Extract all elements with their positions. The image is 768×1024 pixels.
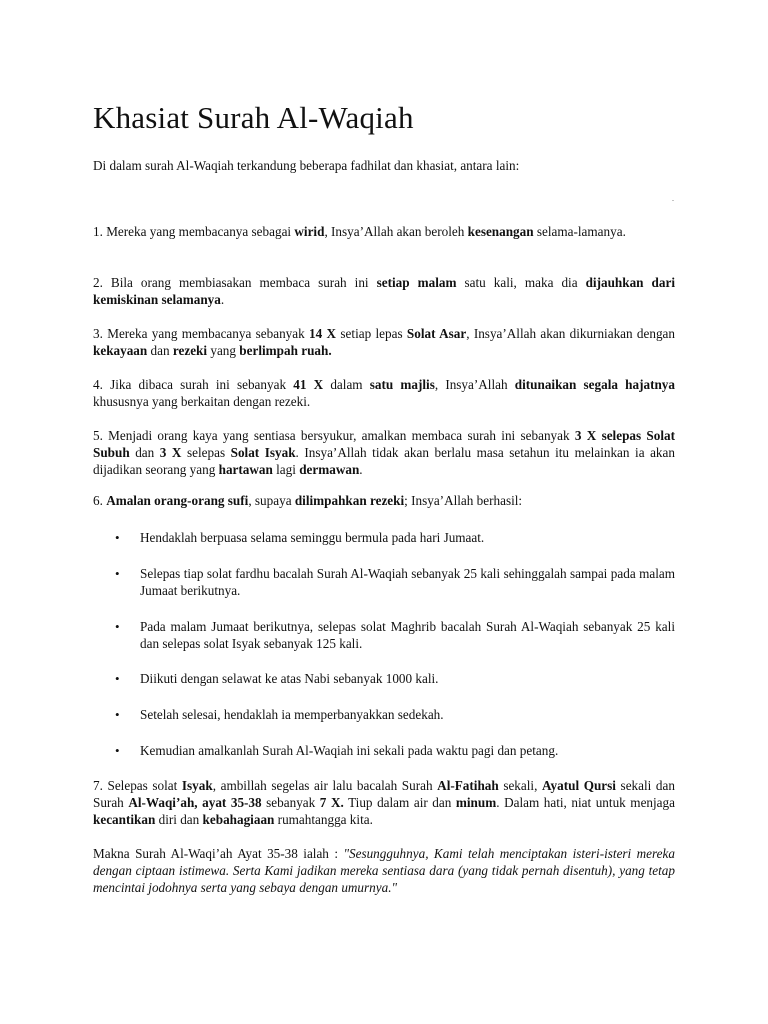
list-item-7	[93, 777, 675, 828]
text-run: lagi	[272, 462, 300, 477]
text-run: dan	[147, 343, 173, 358]
page-title: Khasiat Surah Al-Waqiah	[93, 100, 414, 135]
meaning-paragraph	[93, 845, 675, 896]
text-run: 3. Mereka yang membacanya sebanyak	[93, 326, 310, 341]
bold-text: satu majlis	[369, 377, 435, 392]
text-run: .	[220, 292, 225, 307]
bold-text: kecantikan	[93, 812, 156, 827]
text-run: , supaya	[248, 493, 295, 508]
text-run: selepas	[181, 445, 231, 460]
bold-text: ditunaikan segala hajatnya	[514, 377, 675, 392]
bold-text: 7 X.	[319, 795, 344, 810]
bullet-item	[115, 742, 675, 759]
meaning-quote: "Sesungguhnya, Kami telah menciptakan isteri-isteri mereka dengan ciptaan istimewa. Serta Kami jadikan mereka sentiasa dara (yang tidak pernah disentuh), yang tetap mencintai jodohnya serta yang sebaya dengan umurnya."	[93, 846, 675, 895]
text-run: Tiup dalam air dan	[343, 795, 456, 810]
bold-text: dijauhkan dari kemiskinan selamanya	[93, 275, 675, 307]
bullet-mark: •	[115, 707, 120, 722]
bullet-text: Hendaklah berpuasa selama seminggu bermula pada hari Jumaat.	[140, 530, 485, 545]
bold-text: kesenangan	[467, 224, 534, 239]
bold-text: Amalan orang-orang sufi	[106, 493, 249, 508]
bold-text: 14 X	[309, 326, 337, 341]
text-run: 2. Bila orang membiasakan membaca surah ini	[93, 275, 377, 290]
bullet-text: Selepas tiap solat fardhu bacalah Surah Al-Waqiah sebanyak 25 kali sehinggalah sampai pada malam Jumaat berikutnya.	[140, 566, 675, 598]
text-run: . Dalam hati, niat untuk menjaga	[496, 795, 675, 810]
bullet-item	[115, 529, 675, 546]
text-run: , Insya’Allah akan beroleh	[324, 224, 468, 239]
text-run: , ambillah segelas air lalu bacalah Surah	[212, 778, 438, 793]
list-item	[93, 223, 675, 240]
bullet-text: Kemudian amalkanlah Surah Al-Waqiah ini sekali pada waktu pagi dan petang.	[140, 743, 559, 758]
text-run: 7. Selepas solat	[93, 778, 182, 793]
text-run: dalam	[323, 377, 370, 392]
list-item	[93, 274, 675, 308]
text-run: sebanyak	[261, 795, 320, 810]
bold-text: kebahagiaan	[202, 812, 275, 827]
bullet-mark: •	[115, 671, 120, 686]
stray-mark: .	[672, 194, 674, 203]
intro-paragraph: Di dalam surah Al-Waqiah terkandung beberapa fadhilat dan khasiat, antara lain:	[93, 158, 520, 173]
list-item	[93, 376, 675, 410]
bold-text: kekayaan	[93, 343, 148, 358]
bold-text: 3 X selepas Solat Subuh	[93, 428, 676, 460]
text-run: rumahtangga kita.	[274, 812, 373, 827]
bold-text: 41 X	[293, 377, 324, 392]
bullet-mark: •	[115, 619, 120, 634]
text-run: .	[359, 462, 363, 477]
bullet-item	[115, 706, 675, 723]
text-run: 1. Mereka yang membacanya sebagai	[93, 224, 295, 239]
list-item	[93, 492, 675, 509]
list-item	[93, 427, 675, 478]
list-item	[93, 325, 675, 359]
text-run: , Insya’Allah akan dikurniakan dengan	[466, 326, 676, 341]
bullet-mark: •	[115, 530, 120, 545]
bold-text: berlimpah ruah.	[239, 343, 332, 358]
text-run: 6.	[93, 493, 107, 508]
meaning-intro: Makna Surah Al-Waqi’ah Ayat 35-38 ialah :	[93, 846, 344, 861]
bold-text: Al-Fatihah	[437, 778, 499, 793]
bold-text: wirid	[294, 224, 325, 239]
bold-text: Solat Isyak	[230, 445, 296, 460]
text-run: sekali,	[498, 778, 542, 793]
bold-text: setiap malam	[376, 275, 457, 290]
text-run: 5. Menjadi orang kaya yang sentiasa bersyukur, amalkan membaca surah ini sebanyak	[93, 428, 575, 443]
text-run: , Insya’Allah	[434, 377, 515, 392]
bold-text: hartawan	[218, 462, 273, 477]
bullet-text: Setelah selesai, hendaklah ia memperbanyakkan sedekah.	[140, 707, 444, 722]
bullet-item	[115, 618, 675, 652]
bullet-mark: •	[115, 566, 120, 581]
text-run: dan	[129, 445, 160, 460]
bullet-mark: •	[115, 743, 120, 758]
bullet-text: Pada malam Jumaat berikutnya, selepas solat Maghrib bacalah Surah Al-Waqiah sebanyak 25 kali dan selepas solat Isyak sebanyak 125 kali.	[140, 619, 675, 651]
bold-text: 3 X	[159, 445, 182, 460]
text-run: selama-lamanya.	[533, 224, 626, 239]
text-run: satu kali, maka dia	[456, 275, 586, 290]
text-run: khususnya yang berkaitan dengan rezeki.	[93, 394, 311, 409]
bold-text: Solat Asar	[406, 326, 467, 341]
text-run: . Insya’Allah tidak akan berlalu masa setahun itu melainkan ia akan dijadikan seorang yang	[93, 445, 675, 477]
text-run: yang	[207, 343, 240, 358]
bold-text: minum	[455, 795, 497, 810]
bold-text: dermawan	[299, 462, 360, 477]
bullet-text: Diikuti dengan selawat ke atas Nabi sebanyak 1000 kali.	[140, 671, 439, 686]
bullet-item	[115, 670, 675, 687]
bold-text: rezeki	[172, 343, 208, 358]
text-run: diri dan	[155, 812, 203, 827]
bold-text: Al-Waqi’ah, ayat 35-38	[128, 795, 262, 810]
text-run: sekali dan Surah	[93, 778, 675, 810]
bold-text: dilimpahkan rezeki	[294, 493, 405, 508]
bold-text: Ayatul Qursi	[541, 778, 616, 793]
bullet-item	[115, 565, 675, 599]
text-run: ; Insya’Allah berhasil:	[404, 493, 523, 508]
text-run: 4. Jika dibaca surah ini sebanyak	[93, 377, 294, 392]
text-run: setiap lepas	[336, 326, 407, 341]
bold-text: Isyak	[181, 778, 213, 793]
